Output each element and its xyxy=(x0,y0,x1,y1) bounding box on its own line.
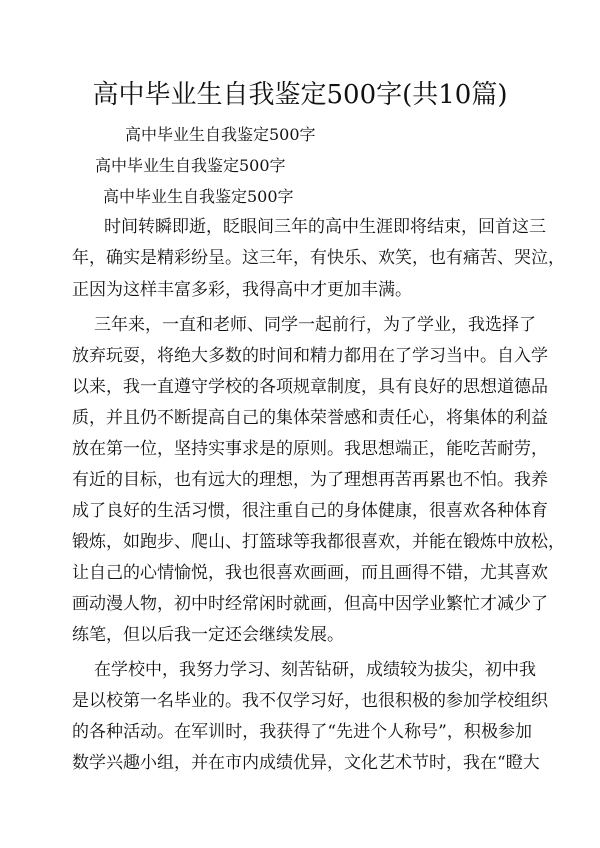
subtitle: 高中毕业生自我鉴定500字 xyxy=(125,125,316,144)
body-line: 在学校中，我努力学习、刻苦钻研，成绩较为拔尖，初中我 xyxy=(94,660,536,680)
body-line: 三年来，一直和老师、同学一起前行，为了学业，我选择了 xyxy=(94,315,536,335)
body-line: 数学兴趣小组，并在市内成绩优异，文化艺术节时，我在“瞪大 xyxy=(72,753,540,773)
body-line: 以来，我一直遵守学校的各项规章制度，具有良好的思想道德品 xyxy=(72,377,548,397)
body-line: 有近的目标，也有远大的理想，为了理想再苦再累也不怕。我养 xyxy=(72,470,548,490)
document-title: 高中毕业生自我鉴定500字(共10篇) xyxy=(92,80,508,110)
body-line: 放在第一位，坚持实事求是的原则。我思想端正，能吃苦耐劳， xyxy=(72,439,548,459)
subtitle: 高中毕业生自我鉴定500字 xyxy=(103,187,294,206)
body-line: 正因为这样丰富多彩，我得高中才更加丰满。 xyxy=(72,280,412,300)
body-line: 是以校第一名毕业的。我不仅学习好，也很积极的参加学校组织 xyxy=(72,691,548,711)
body-line: 质，并且仍不断提高自己的集体荣誉感和责任心，将集体的利益 xyxy=(72,408,548,428)
body-line: 时间转瞬即逝，眨眼间三年的高中生涯即将结束，回首这三 xyxy=(104,217,546,237)
subtitle: 高中毕业生自我鉴定500字 xyxy=(95,156,286,175)
body-line: 让自己的心情愉悦，我也很喜欢画画，而且画得不错，尤其喜欢 xyxy=(72,563,548,583)
body-line: 放弃玩耍，将绝大多数的时间和精力都用在了学习当中。自入学 xyxy=(72,346,548,366)
body-line: 画动漫人物，初中时经常闲时就画，但高中因学业繁忙才减少了 xyxy=(72,594,548,614)
body-line: 年，确实是精彩纷呈。这三年，有快乐、欢笑，也有痛苦、哭泣， xyxy=(72,248,565,268)
body-line: 练笔，但以后我一定还会继续发展。 xyxy=(72,625,344,645)
body-line: 成了良好的生活习惯，很注重自己的身体健康，很喜欢各种体育 xyxy=(72,501,548,521)
body-line: 锻炼，如跑步、爬山、打篮球等我都很喜欢，并能在锻炼中放松， xyxy=(72,532,565,552)
body-line: 的各种活动。在军训时，我获得了“先进个人称号”，积极参加 xyxy=(72,722,532,742)
